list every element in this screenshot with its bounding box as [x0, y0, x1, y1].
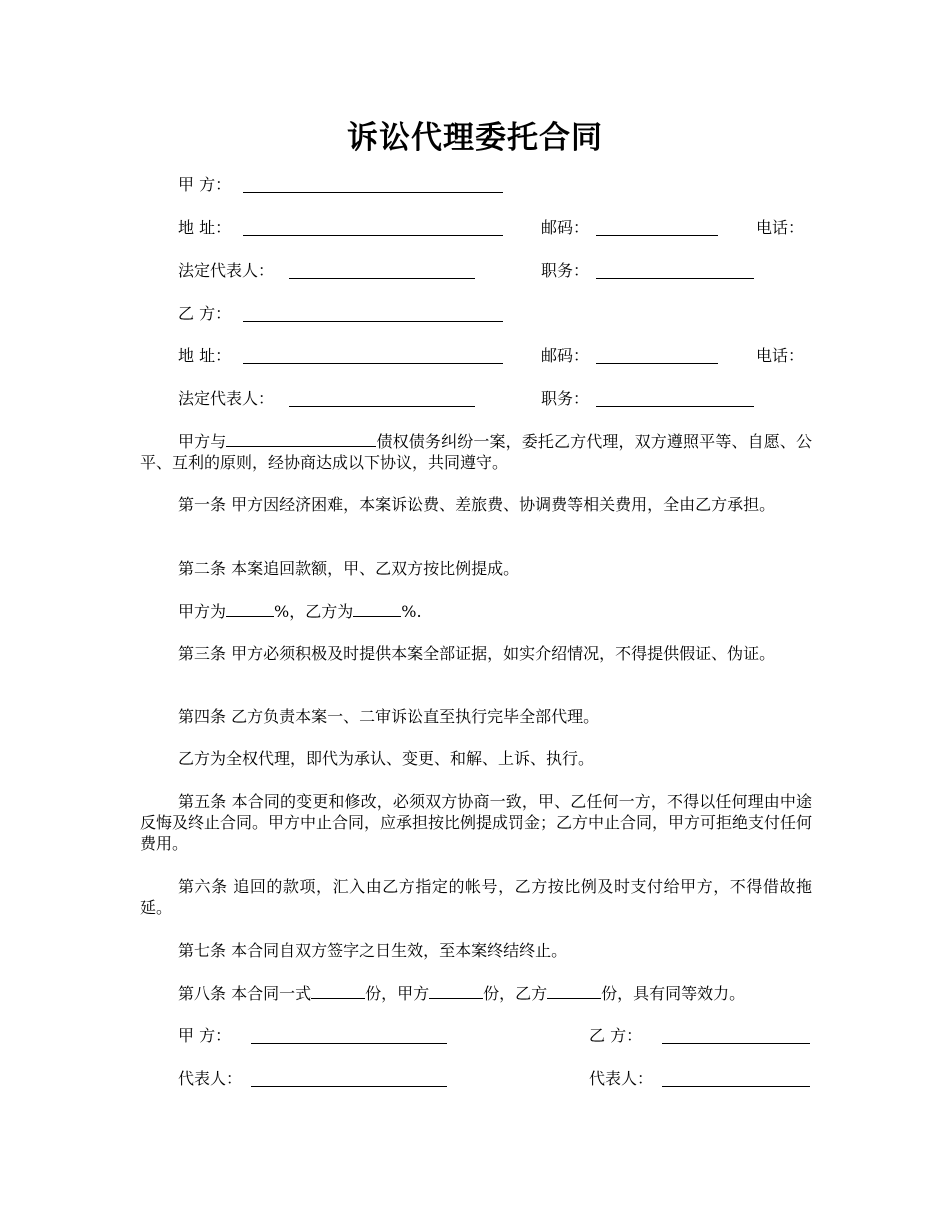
party-a-phone-label: 电话： — [756, 218, 805, 237]
party-b-postcode-label: 邮码： — [541, 346, 590, 365]
document-title: 诉讼代理委托合同 — [347, 120, 603, 156]
intro-text-before: 甲方与 — [178, 432, 227, 451]
party-b-ratio-field[interactable] — [353, 601, 401, 617]
party-a-address-field[interactable] — [243, 235, 503, 236]
party-b-label: 乙 方： — [178, 304, 232, 323]
party-b-position-label: 职务： — [541, 389, 590, 408]
article-7: 第七条 本合同自双方签字之日生效，至本案终结终止。 — [178, 941, 568, 960]
signature-party-a-rep-field[interactable] — [251, 1086, 447, 1087]
ratio-text-3: %. — [401, 602, 422, 621]
party-a-name-field[interactable] — [243, 192, 503, 193]
signature-party-b-field[interactable] — [662, 1043, 810, 1044]
signature-party-b-label: 乙 方： — [589, 1026, 643, 1045]
article-6: 第六条 追回的款项，汇入由乙方指定的帐号，乙方按比例及时支付给甲方，不得借故拖延。 — [140, 877, 812, 917]
party-a-rep-field[interactable] — [289, 278, 475, 279]
signature-party-a-label: 甲 方： — [178, 1026, 232, 1045]
party-b-postcode-field[interactable] — [596, 363, 718, 364]
article-4: 第四条 乙方负责本案一、二审诉讼直至执行完毕全部代理。 — [178, 707, 600, 726]
intro-text-after: 债权债务纠纷一案，委托乙方代理，双方遵照平等、自愿、公平、互利的原则，经协商达成以下协议，共同遵守。 — [140, 432, 812, 472]
party-a-address-label: 地 址： — [178, 218, 232, 237]
copies-total-field[interactable] — [311, 983, 365, 999]
signature-party-a-rep-label: 代表人： — [178, 1069, 243, 1088]
copies-party-a-field[interactable] — [429, 983, 483, 999]
article-4-scope: 乙方为全权代理，即代为承认、变更、和解、上诉、执行。 — [178, 749, 595, 768]
party-b-name-field[interactable] — [243, 321, 503, 322]
party-b-rep-label: 法定代表人： — [178, 389, 275, 408]
intro-paragraph — [140, 431, 812, 473]
article-8-text-1: 第八条 本合同一式 — [178, 984, 312, 1003]
article-8-text-3: 份，乙方 — [483, 984, 548, 1003]
party-a-postcode-label: 邮码： — [541, 218, 590, 237]
party-a-position-label: 职务： — [541, 261, 590, 280]
party-b-address-field[interactable] — [243, 363, 503, 364]
article-8-text-2: 份，甲方 — [365, 984, 430, 1003]
ratio-line — [140, 601, 812, 622]
article-8-text-4: 份，具有同等效力。 — [601, 984, 746, 1003]
signature-party-b-rep-field[interactable] — [662, 1086, 810, 1087]
party-a-label: 甲 方： — [178, 175, 232, 194]
signature-party-b-rep-label: 代表人： — [589, 1069, 654, 1088]
party-b-rep-field[interactable] — [289, 406, 475, 407]
signature-party-a-field[interactable] — [251, 1043, 447, 1044]
party-a-rep-label: 法定代表人： — [178, 261, 275, 280]
ratio-text-2: %，乙方为 — [274, 602, 354, 621]
article-3: 第三条 甲方必须积极及时提供本案全部证据，如实介绍情况，不得提供假证、伪证。 — [178, 644, 776, 663]
party-a-position-field[interactable] — [596, 278, 754, 279]
article-8 — [140, 983, 812, 1004]
party-b-address-label: 地 址： — [178, 346, 232, 365]
article-1: 第一条 甲方因经济困难，本案诉讼费、差旅费、协调费等相关费用，全由乙方承担。 — [178, 495, 776, 514]
article-2: 第二条 本案追回款额，甲、乙双方按比例提成。 — [178, 559, 520, 578]
party-a-ratio-field[interactable] — [226, 601, 274, 617]
copies-party-b-field[interactable] — [547, 983, 601, 999]
article-5: 第五条 本合同的变更和修改，必须双方协商一致，甲、乙任何一方，不得以任何理由中途反悔及终止合同。甲方中止合同，应承担按比例提成罚金；乙方中止合同，甲方可拒绝支付任何费用。 — [140, 792, 813, 853]
party-b-phone-label: 电话： — [756, 346, 805, 365]
ratio-text-1: 甲方为 — [178, 602, 227, 621]
party-b-position-field[interactable] — [596, 406, 754, 407]
case-party-field[interactable] — [226, 431, 376, 447]
party-a-postcode-field[interactable] — [596, 235, 718, 236]
